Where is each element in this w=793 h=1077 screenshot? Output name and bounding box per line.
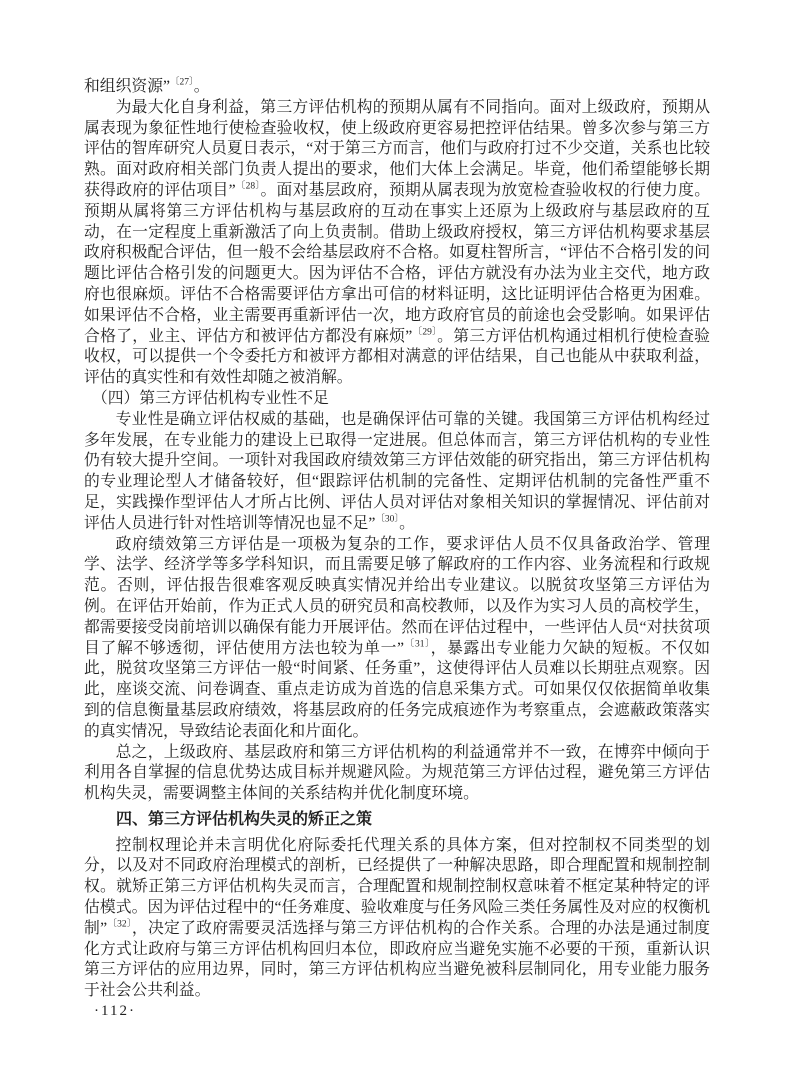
footnote-ref: 〔31〕 [404, 639, 431, 650]
paragraph: 政府绩效第三方评估是一项极为复杂的工作，要求评估人员不仅具备政治学、管理学、法学、经济学等多学科知识，而且需要足够了解政府的工作内容、业务流程和行政规范。否则，评估报告很难客观反映真实情况并给出专业建议。以脱贫攻坚第三方评估为例。在评估开始前，作为正式人员的研究员和高校教师，以及作为实习人员的高校学生，都需要接受岗前培训以确保有能力开展评估。然而在评估过程中，一些评估人员“对扶贫项目了解不够透彻，评估使用方法也较为单一”$^{〔31〕}$，暴露出专业能力欠缺的短板。不仅如此，脱贫攻坚第三方评估一般“时间紧、任务重”，这使得评估人员难以长期驻点观察。因此，座谈交流、问卷调查、重点走访成为首选的信息采集方式。可如果仅仅依据简单收集到的信息衡量基层政府绩效，将基层政府的任务完成痕迹作为考察重点，会遮蔽政策落实的真实情况，导致结论表面化和片面化。 [84, 535, 710, 740]
footnote-ref: 〔30〕 [375, 514, 400, 525]
footnote-ref: 〔28〕 [235, 181, 261, 192]
paragraph: 总之，上级政府、基层政府和第三方评估机构的利益通常并不一致，在博弈中倾向于利用各自掌握的信息优势达成目标并规避风险。为规范第三方评估过程，避免第三方评估机构失灵，需要调整主体间的关系结构并优化制度环境。 [84, 743, 710, 803]
page-number: ·112· [94, 1003, 136, 1019]
sub-section-heading: （四）第三方评估机构专业性不足 [91, 389, 329, 407]
section-heading: 四、第三方评估机构失灵的矫正之策 [116, 810, 373, 828]
article-body [84, 77, 710, 1002]
footnote-ref: 〔32〕 [107, 919, 132, 930]
paragraph: 为最大化自身利益，第三方评估机构的预期从属有不同指向。面对上级政府，预期从属表现为象征性地行使检查验收权，使上级政府更容易把控评估结果。曾多次参与第三方评估的智库研究人员夏日表示，“对于第三方而言，他们与政府打过不少交道，关系也比较熟。面对政府相关部门负责人提出的要求，他们大体上会满足。毕竟，他们希望能够长期获得政府的评估项目”$^{〔28〕}$。面对基层政府，预期从属表现为放宽检查验收权的行使力度。预期从属将第三方评估机构与基层政府的互动在事实上还原为上级政府与基层政府的互动，在一定程度上重新激活了向上负责制。借助上级政府授权，第三方评估机构要求基层政府积极配合评估，但一般不会给基层政府不合格。如夏柱智所言，“评估不合格引发的问题比评估合格引发的问题更大。因为评估不合格，评估方就没有办法为业主交代，地方政府也很麻烦。评估不合格需要评估方拿出可信的材料证明，这比证明评估合格更为困难。如果评估不合格，业主需要再重新评估一次，地方政府官员的前途也会受影响。如果评估合格了，业主、评估方和被评估方都没有麻烦”$^{〔29〕}$。第三方评估机构通过相机行使检查验收权，可以提供一个令委托方和被评方都相对满意的评估结果，自己也能从中获取利益，评估的真实性和有效性却随之被消解。 [84, 98, 710, 387]
footnote-ref: 〔29〕 [412, 327, 438, 338]
footnote-ref: 〔27〕 [170, 77, 194, 88]
paragraph: 控制权理论并未言明优化府际委托代理关系的具体方案，但对控制权不同类型的划分，以及对不同政府治理模式的剖析，已经提供了一种解决思路，即合理配置和规制控制权。就矫正第三方评估机构失灵而言，合理配置和规制控制权意味着不框定某种特定的评估模式。因为评估过程中的“任务难度、验收难度与任务风险三类任务属性及对应的权衡机制”$^{〔32〕}$，决定了政府需要灵活选择与第三方评估机构的合作关系。合理的办法是通过制度化方式让政府与第三方评估机构回归本位，即政府应当避免实施不必要的干预，重新认识第三方评估的应用边界，同时，第三方评估机构应当避免被科层制同化，用专业能力服务于社会公共利益。 [84, 836, 710, 1000]
continued-paragraph: 和组织资源”$^{〔27〕}$。 [84, 77, 210, 95]
paragraph: 专业性是确立评估权威的基础，也是确保评估可靠的关键。我国第三方评估机构经过多年发展，在专业能力的建设上已取得一定进展。但总体而言，第三方评估机构的专业性仍有较大提升空间。一项针对我国政府绩效第三方评估效能的研究指出，第三方评估机构的专业理论型人才储备较好，但“跟踪评估机制的完备性、定期评估机制的完备性严重不足，实践操作型评估人才所占比例、评估人员对评估对象相关知识的掌握情况、评估前对评估人员进行针对性培训等情况也显不足”$^{〔30〕}$。 [84, 410, 710, 532]
